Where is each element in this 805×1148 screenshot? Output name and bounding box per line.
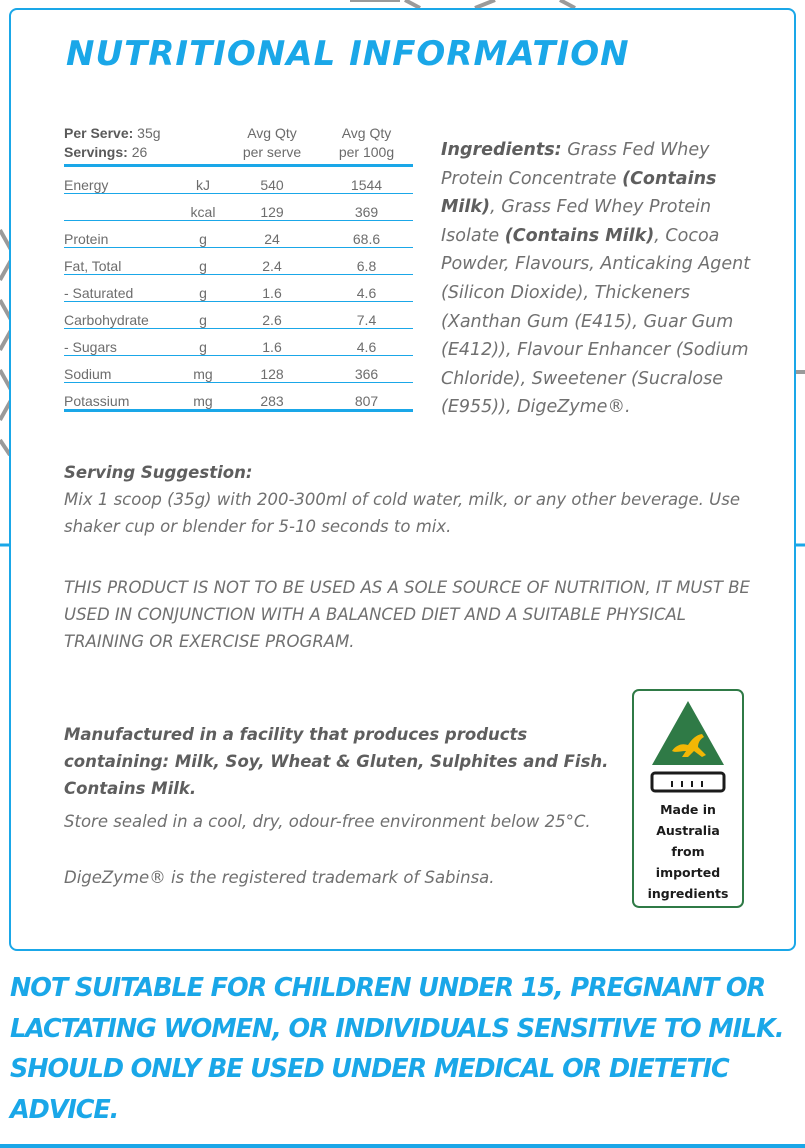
table-row [64, 329, 413, 356]
ingredients-label: Ingredients: [441, 140, 562, 160]
trademark-text: DigeZyme® is the registered trademark of Sabinsa. [64, 868, 495, 887]
servings-value: 26 [131, 144, 148, 160]
nutrition-header-row [64, 122, 413, 166]
nutrient-name: Carbohydrate [64, 302, 182, 329]
nutrient-name: Potassium [64, 383, 182, 411]
warning-text: NOT SUITABLE FOR CHILDREN UNDER 15, PREGNANT OR LACTATING WOMEN, OR INDIVIDUALS SENSITIVE TO MILK. SHOULD ONLY BE USED UNDER MEDICAL OR DIETETIC ADVICE. [10, 973, 784, 1125]
table-row [64, 221, 413, 248]
nutrient-name [64, 194, 182, 221]
page-title: NUTRITIONAL INFORMATION [66, 34, 630, 74]
nutrient-per-100g: 4.6 [320, 275, 413, 302]
storage-text: Store sealed in a cool, dry, odour-free environment below 25°C. [64, 812, 591, 831]
nutrient-per-100g: 4.6 [320, 329, 413, 356]
nutrient-unit: g [182, 302, 224, 329]
table-row [64, 194, 413, 221]
nutrient-name: Energy [64, 166, 182, 194]
nutrient-per-100g: 68.6 [320, 221, 413, 248]
nutrient-per-serve: 1.6 [224, 329, 320, 356]
per-serve-value: 35g [137, 125, 161, 141]
table-row [64, 275, 413, 302]
nutrient-unit: kJ [182, 166, 224, 194]
table-row [64, 356, 413, 383]
nutrient-unit: g [182, 221, 224, 248]
bottom-divider [0, 1144, 805, 1148]
col-header-per-100g: Avg Qty per 100g [320, 122, 413, 166]
nutrient-per-100g: 1544 [320, 166, 413, 194]
serve-info [64, 122, 224, 166]
kangaroo-triangle-icon [650, 699, 726, 795]
table-row [64, 166, 413, 194]
nutrient-per-serve: 128 [224, 356, 320, 383]
nutrient-per-100g: 369 [320, 194, 413, 221]
nutrition-table [64, 122, 413, 412]
nutrient-per-100g: 807 [320, 383, 413, 411]
australian-made-logo [632, 689, 744, 908]
col-header-per-serve: Avg Qty per serve [224, 122, 320, 166]
allergen-statement: Manufactured in a facility that produces products containing: Milk, Soy, Wheat & Gluten, Sulphites and Fish. Contains Milk. [64, 725, 609, 798]
nutrient-name: - Saturated [64, 275, 182, 302]
nutrient-name: Protein [64, 221, 182, 248]
nutrient-per-100g: 366 [320, 356, 413, 383]
nutrient-unit: mg [182, 383, 224, 411]
nutrient-name: Sodium [64, 356, 182, 383]
table-row [64, 383, 413, 411]
nutrient-per-serve: 540 [224, 166, 320, 194]
nutrient-per-serve: 24 [224, 221, 320, 248]
table-row [64, 302, 413, 329]
nutrient-unit: kcal [182, 194, 224, 221]
nutrient-per-100g: 6.8 [320, 248, 413, 275]
serving-text: Mix 1 scoop (35g) with 200-300ml of cold water, milk, or any other beverage. Use shaker cup or blender for 5-10 seconds to mix. [64, 490, 741, 536]
serving-label: Serving Suggestion: [64, 463, 253, 482]
nutrient-per-serve: 283 [224, 383, 320, 411]
nutrient-unit: g [182, 248, 224, 275]
nutrient-per-serve: 2.4 [224, 248, 320, 275]
nutrient-per-serve: 2.6 [224, 302, 320, 329]
nutrient-unit: g [182, 275, 224, 302]
disclaimer-text: THIS PRODUCT IS NOT TO BE USED AS A SOLE SOURCE OF NUTRITION, IT MUST BE USED IN CONJUNCTION WITH A BALANCED DIET AND A SUITABLE PHYSICAL TRAINING OR EXERCISE PROGRAM. [64, 578, 750, 651]
ingredients-text: Ingredients: Grass Fed Whey Protein Concentrate (Contains Milk), Grass Fed Whey Protein Isolate (Contains Milk), Cocoa Powder, Flavours, Anticaking Agent (Silicon Dioxide), Thickeners (Xanthan Gum (E415), Guar Gum (E412)), Flavour Enhancer (Sodium Chloride), Sweetener (Sucralose (E955)), DigeZyme®. [441, 140, 751, 418]
table-row [64, 248, 413, 275]
nutrient-per-100g: 7.4 [320, 302, 413, 329]
nutrient-unit: g [182, 329, 224, 356]
per-serve-label: Per Serve: [64, 125, 134, 141]
serving-suggestion [64, 459, 764, 540]
aus-logo-caption: Made in Australia from imported ingredients [647, 802, 729, 901]
nutrient-unit: mg [182, 356, 224, 383]
nutrient-per-serve: 1.6 [224, 275, 320, 302]
nutrient-per-serve: 129 [224, 194, 320, 221]
servings-label: Servings: [64, 144, 128, 160]
nutrient-name: Fat, Total [64, 248, 182, 275]
nutrient-name: - Sugars [64, 329, 182, 356]
